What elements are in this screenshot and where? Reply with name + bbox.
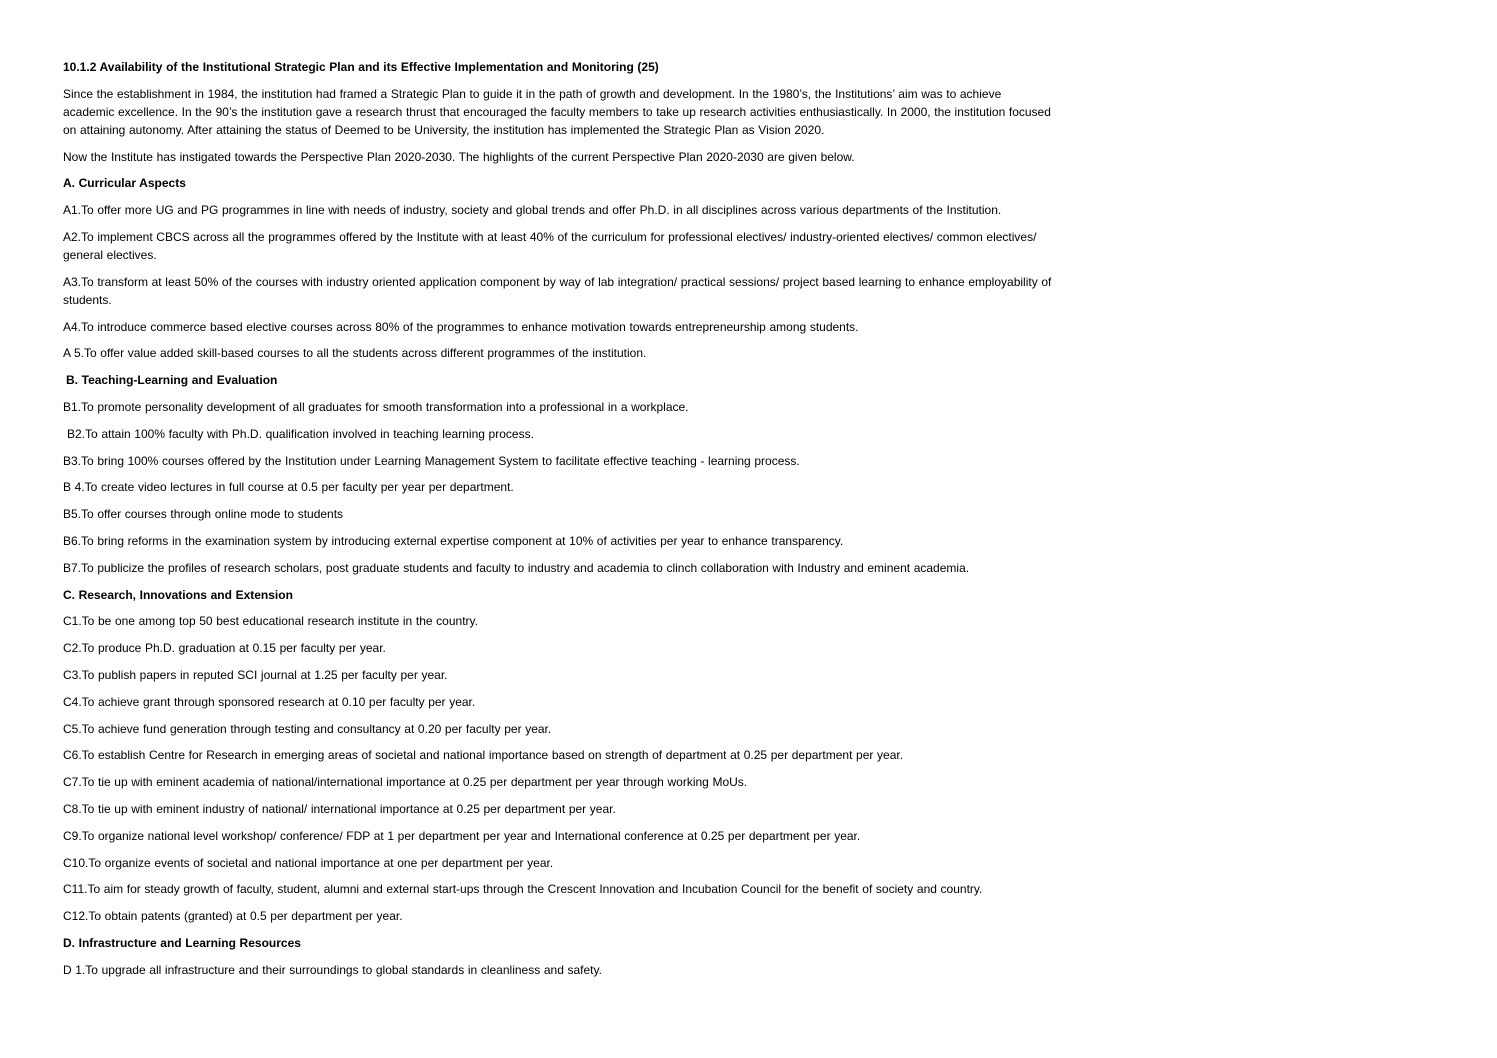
list-item: B7.To publicize the profiles of research scholars, post graduate students and faculty to industry and academia to clinch collaboration with Industry and eminent academia. [63,560,970,575]
list-item: C7.To tie up with eminent academia of national/international importance at 0.25 per department per year through working MoUs. [63,775,748,790]
list-item: A 5.To offer value added skill-based courses to all the students across different programmes of the institution. [63,346,647,361]
list-item: C10.To organize events of societal and national importance at one per department per year. [63,855,554,870]
list-item: B2.To attain 100% faculty with Ph.D. qualification involved in teaching learning process. [67,426,534,441]
list-item: C12.To obtain patents (granted) at 0.5 per department per year. [63,909,403,924]
list-item: C11.To aim for steady growth of faculty, student, alumni and external start-ups through the Crescent Innovation and Incubation Council for the benefit of society and country. [63,882,983,897]
list-item: A2.To implement CBCS across all the programmes offered by the Institute with at least 40% of the curriculum for professional electives/ industry-oriented electives/ common electives/ general electives. [63,229,1037,262]
intro-paragraph: Now the Institute has instigated towards the Perspective Plan 2020-2030. The highlights of the current Perspective Plan 2020-2030 are given below. [63,149,855,164]
list-item: B5.To offer courses through online mode to students [63,507,344,522]
list-item: C6.To establish Centre for Research in emerging areas of societal and national importance based on strength of department at 0.25 per department per year. [63,748,904,763]
list-item: C4.To achieve grant through sponsored research at 0.10 per faculty per year. [63,694,476,709]
list-item: C5.To achieve fund generation through testing and consultancy at 0.20 per faculty per year. [63,721,552,736]
document-page [63,58,1053,988]
list-item: D 1.To upgrade all infrastructure and their surroundings to global standards in cleanliness and safety. [63,962,602,977]
list-item: B6.To bring reforms in the examination system by introducing external expertise component at 10% of activities per year to enhance transparency. [63,533,844,548]
section-heading-teaching-learning: B. Teaching-Learning and Evaluation [66,373,278,388]
list-item: C8.To tie up with eminent industry of national/ international importance at 0.25 per department per year. [63,801,616,816]
document-title: 10.1.2 Availability of the Institutional Strategic Plan and its Effective Implementation and Monitoring (25) [63,60,659,74]
list-item: C1.To be one among top 50 best educational research institute in the country. [63,614,478,629]
list-item: A3.To transform at least 50% of the courses with industry oriented application component by way of lab integration/ practical sessions/ project based learning to enhance employability of students. [63,274,1052,307]
list-item: C2.To produce Ph.D. graduation at 0.15 per faculty per year. [63,641,386,656]
intro-paragraph: Since the establishment in 1984, the institution had framed a Strategic Plan to guide it in the path of growth and development. In the 1980’s, the Institutions’ aim was to achieve academic excellence. In the 90’s the institution gave a research thrust that encouraged the faculty members to take up research activities enthusiastically. In 2000, the institution focused on attaining autonomy. After attaining the status of Deemed to be University, the institution has implemented the Strategic Plan as Vision 2020. [63,86,1051,137]
list-item: A4.To introduce commerce based elective courses across 80% of the programmes to enhance motivation towards entrepreneurship among students. [63,319,859,334]
list-item: A1.To offer more UG and PG programmes in line with needs of industry, society and global trends and offer Ph.D. in all disciplines across various departments of the Institution. [63,203,1002,218]
list-item: B3.To bring 100% courses offered by the Institution under Learning Management System to facilitate effective teaching - learning process. [63,453,800,468]
list-item: C9.To organize national level workshop/ conference/ FDP at 1 per department per year and International conference at 0.25 per department per year. [63,828,861,843]
list-item: C3.To publish papers in reputed SCI journal at 1.25 per faculty per year. [63,667,448,682]
section-heading-research: C. Research, Innovations and Extension [63,587,293,602]
section-heading-curricular-aspects: A. Curricular Aspects [63,176,186,191]
list-item: B 4.To create video lectures in full course at 0.5 per faculty per year per department. [63,480,514,495]
list-item: B1.To promote personality development of all graduates for smooth transformation into a professional in a workplace. [63,399,689,414]
section-heading-infrastructure: D. Infrastructure and Learning Resources [63,935,301,950]
